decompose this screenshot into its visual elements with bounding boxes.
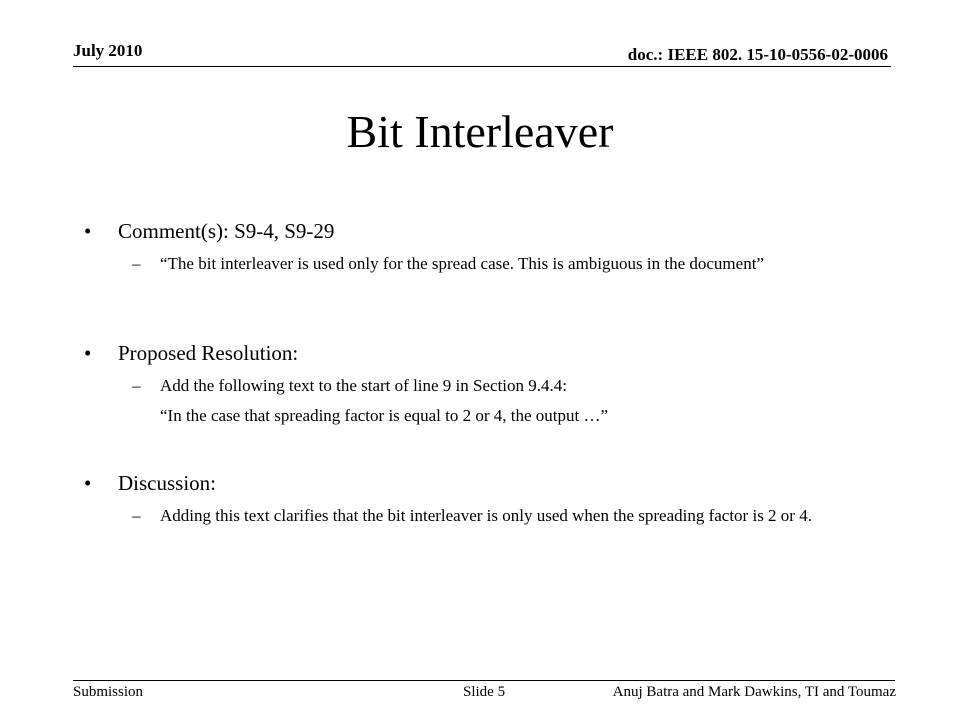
header-divider	[73, 66, 891, 67]
sub-resolution-text: Add the following text to the start of line 9 in Section 9.4.4:	[160, 376, 567, 395]
bullet-resolution-text: Proposed Resolution:	[118, 341, 299, 365]
footer-authors: Anuj Batra and Mark Dawkins, TI and Toumaz	[612, 684, 896, 700]
sub-discussion-text: Adding this text clarifies that the bit interleaver is only used when the spreading factor is 2 or 4.	[160, 506, 812, 525]
sub-comments-text: “The bit interleaver is used only for the spread case. This is ambiguous in the document”	[160, 254, 764, 273]
resolution-quote: “In the case that spreading factor is equal to 2 or 4, the output …”	[160, 406, 608, 425]
footer-divider	[73, 680, 895, 681]
footer-submission: Submission	[73, 684, 144, 700]
dash-symbol: –	[132, 254, 141, 273]
header-doc-id: doc.: IEEE 802. 15-10-0556-02-0006	[627, 45, 888, 64]
footer-slide-number: Slide 5	[463, 684, 506, 700]
bullet-symbol: •	[84, 341, 92, 365]
bullet-discussion-text: Discussion:	[118, 471, 217, 495]
dash-symbol: –	[132, 376, 141, 395]
header-date: July 2010	[73, 41, 143, 60]
bullet-comments-text: Comment(s): S9-4, S9-29	[118, 219, 335, 243]
bullet-symbol: •	[84, 471, 92, 495]
bullet-symbol: •	[84, 219, 92, 243]
dash-symbol: –	[132, 506, 141, 525]
slide-title: Bit Interleaver	[346, 106, 614, 157]
